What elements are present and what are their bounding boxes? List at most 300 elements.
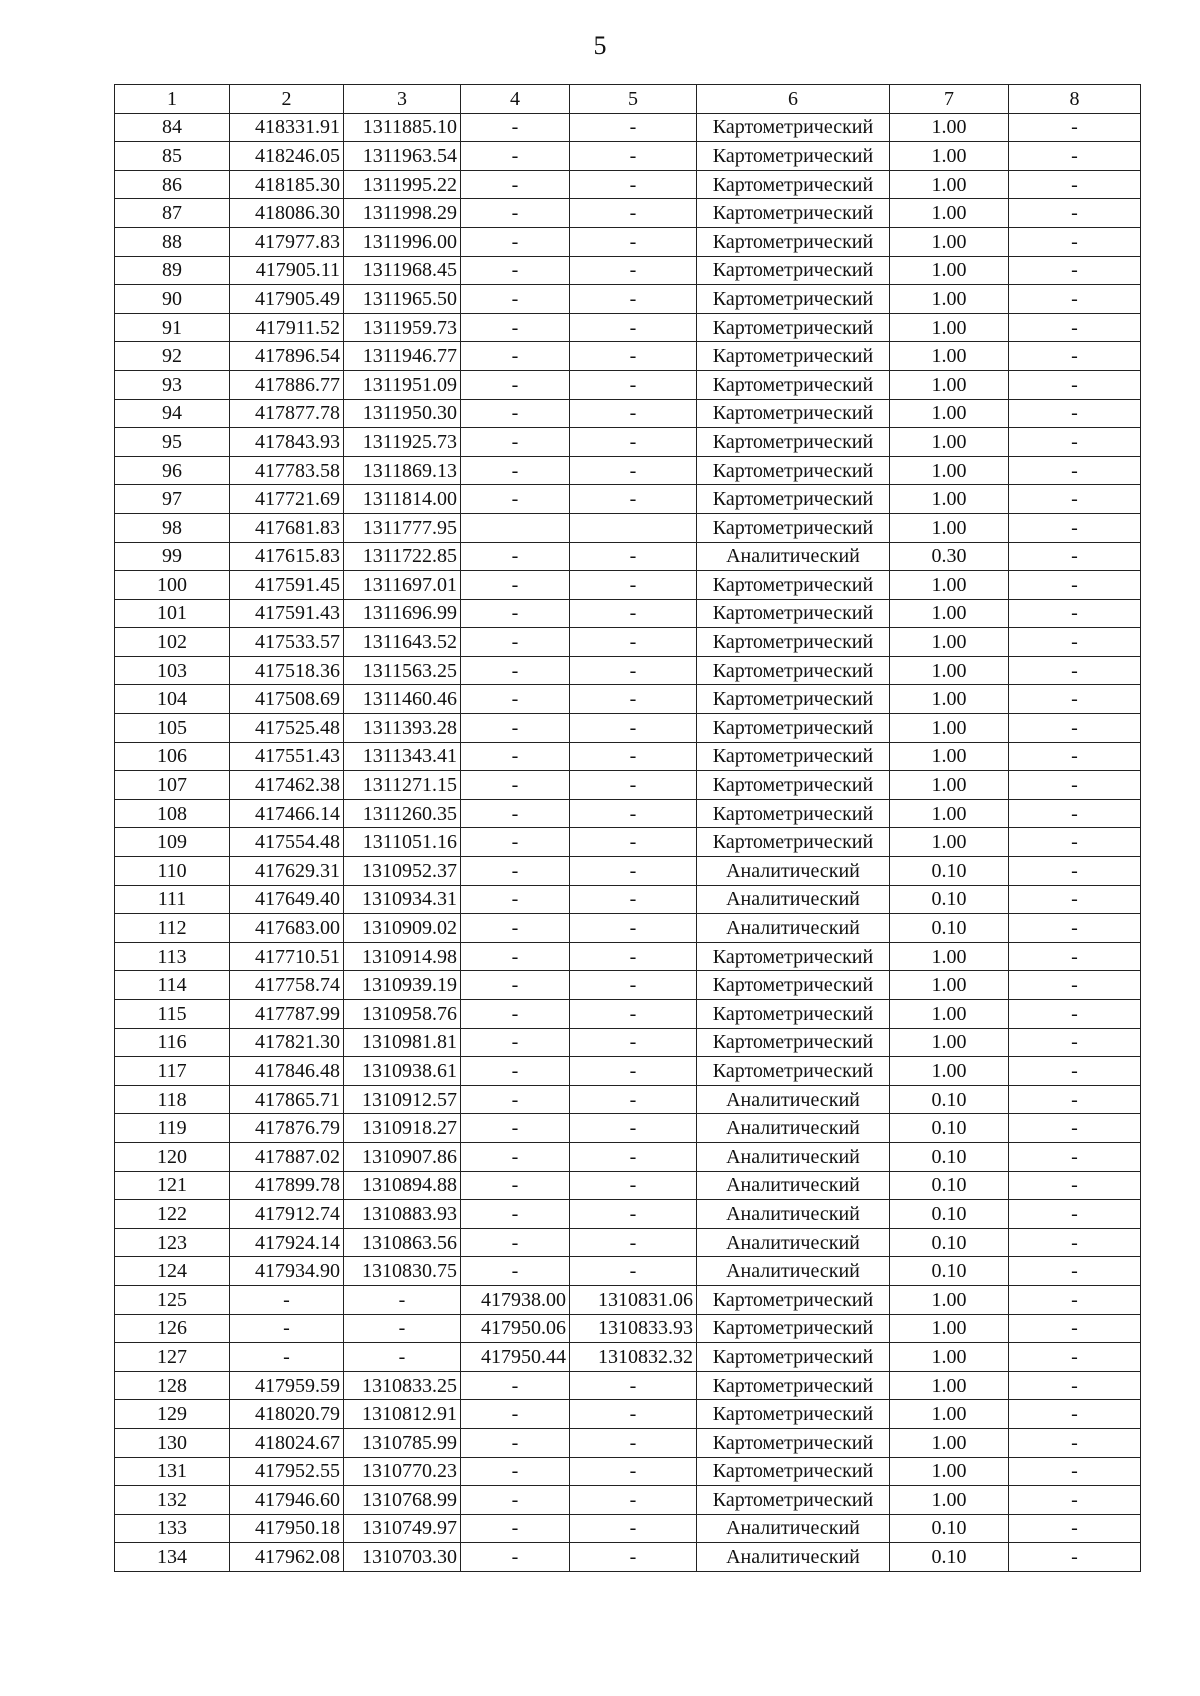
table-row — [115, 628, 1141, 657]
cell-x-coordinate: 418024.67 — [230, 1428, 344, 1457]
cell-y-coordinate-alt: - — [570, 685, 697, 714]
cell-y-coordinate-alt: - — [570, 1228, 697, 1257]
cell-method: Картометрический — [697, 1000, 890, 1029]
cell-accuracy: 0.10 — [890, 857, 1009, 886]
cell-note: - — [1009, 1457, 1141, 1486]
cell-method: Картометрический — [697, 685, 890, 714]
cell-note: - — [1009, 685, 1141, 714]
cell-accuracy: 0.10 — [890, 1514, 1009, 1543]
table-row — [115, 142, 1141, 171]
cell-x-coordinate: 417466.14 — [230, 799, 344, 828]
cell-method: Аналитический — [697, 885, 890, 914]
table-row — [115, 1457, 1141, 1486]
cell-note: - — [1009, 1428, 1141, 1457]
table-row — [115, 285, 1141, 314]
cell-x-coordinate-alt: - — [461, 714, 570, 743]
cell-note: - — [1009, 1400, 1141, 1429]
cell-accuracy: 1.00 — [890, 142, 1009, 171]
cell-y-coordinate: - — [344, 1314, 461, 1343]
cell-accuracy: 0.10 — [890, 1142, 1009, 1171]
table-row — [115, 771, 1141, 800]
cell-method: Картометрический — [697, 456, 890, 485]
cell-x-coordinate: - — [230, 1343, 344, 1372]
cell-y-coordinate-alt: - — [570, 1257, 697, 1286]
table-row — [115, 199, 1141, 228]
cell-x-coordinate-alt: - — [461, 1257, 570, 1286]
cell-accuracy: 1.00 — [890, 1343, 1009, 1372]
cell-note: - — [1009, 370, 1141, 399]
cell-note: - — [1009, 742, 1141, 771]
cell-note: - — [1009, 1057, 1141, 1086]
cell-point-number: 115 — [115, 1000, 230, 1029]
cell-y-coordinate-alt: - — [570, 742, 697, 771]
cell-y-coordinate: 1311963.54 — [344, 142, 461, 171]
table-row — [115, 370, 1141, 399]
cell-method: Картометрический — [697, 1314, 890, 1343]
table-row — [115, 1314, 1141, 1343]
cell-x-coordinate-alt: - — [461, 342, 570, 371]
cell-y-coordinate-alt: - — [570, 1000, 697, 1029]
table-row — [115, 170, 1141, 199]
cell-x-coordinate-alt: - — [461, 1057, 570, 1086]
cell-y-coordinate-alt: - — [570, 113, 697, 142]
cell-point-number: 88 — [115, 227, 230, 256]
cell-note: - — [1009, 1343, 1141, 1372]
cell-x-coordinate: 417905.49 — [230, 285, 344, 314]
cell-y-coordinate: 1311946.77 — [344, 342, 461, 371]
cell-note: - — [1009, 1200, 1141, 1229]
cell-method: Картометрический — [697, 170, 890, 199]
table-row — [115, 599, 1141, 628]
cell-x-coordinate-alt: - — [461, 1228, 570, 1257]
cell-point-number: 104 — [115, 685, 230, 714]
cell-point-number: 134 — [115, 1543, 230, 1572]
cell-y-coordinate-alt: - — [570, 1028, 697, 1057]
cell-accuracy: 1.00 — [890, 971, 1009, 1000]
cell-point-number: 97 — [115, 485, 230, 514]
cell-method: Аналитический — [697, 1514, 890, 1543]
cell-method: Картометрический — [697, 1428, 890, 1457]
cell-y-coordinate-alt: - — [570, 599, 697, 628]
cell-y-coordinate-alt: - — [570, 1200, 697, 1229]
cell-x-coordinate-alt: - — [461, 1085, 570, 1114]
cell-y-coordinate-alt: - — [570, 456, 697, 485]
cell-method: Картометрический — [697, 370, 890, 399]
cell-method: Картометрический — [697, 1486, 890, 1515]
cell-y-coordinate: 1310833.25 — [344, 1371, 461, 1400]
cell-accuracy: 1.00 — [890, 1486, 1009, 1515]
cell-x-coordinate: 417554.48 — [230, 828, 344, 857]
cell-x-coordinate: 417783.58 — [230, 456, 344, 485]
cell-method: Картометрический — [697, 771, 890, 800]
cell-point-number: 93 — [115, 370, 230, 399]
cell-y-coordinate: 1311885.10 — [344, 113, 461, 142]
cell-accuracy: 1.00 — [890, 1371, 1009, 1400]
header-cell-col-6: 6 — [697, 85, 890, 114]
cell-x-coordinate: - — [230, 1314, 344, 1343]
cell-y-coordinate-alt: - — [570, 1543, 697, 1572]
table-row — [115, 1228, 1141, 1257]
cell-accuracy: 1.00 — [890, 571, 1009, 600]
cell-point-number: 111 — [115, 885, 230, 914]
cell-x-coordinate-alt: - — [461, 971, 570, 1000]
cell-y-coordinate: 1310768.99 — [344, 1486, 461, 1515]
cell-point-number: 112 — [115, 914, 230, 943]
table-row — [115, 1114, 1141, 1143]
cell-x-coordinate: 417896.54 — [230, 342, 344, 371]
table-row — [115, 714, 1141, 743]
cell-note: - — [1009, 771, 1141, 800]
cell-method: Картометрический — [697, 485, 890, 514]
cell-x-coordinate-alt: - — [461, 313, 570, 342]
cell-point-number: 87 — [115, 199, 230, 228]
cell-x-coordinate-alt — [461, 513, 570, 542]
cell-note: - — [1009, 342, 1141, 371]
cell-accuracy: 0.10 — [890, 885, 1009, 914]
cell-x-coordinate-alt: - — [461, 542, 570, 571]
cell-x-coordinate: 417758.74 — [230, 971, 344, 1000]
cell-x-coordinate: 417912.74 — [230, 1200, 344, 1229]
cell-x-coordinate-alt: - — [461, 1171, 570, 1200]
cell-accuracy: 1.00 — [890, 342, 1009, 371]
cell-point-number: 122 — [115, 1200, 230, 1229]
cell-accuracy: 1.00 — [890, 285, 1009, 314]
cell-accuracy: 1.00 — [890, 1400, 1009, 1429]
header-cell-col-1: 1 — [115, 85, 230, 114]
cell-point-number: 117 — [115, 1057, 230, 1086]
cell-x-coordinate: 417846.48 — [230, 1057, 344, 1086]
cell-method: Картометрический — [697, 313, 890, 342]
cell-point-number: 119 — [115, 1114, 230, 1143]
cell-point-number: 118 — [115, 1085, 230, 1114]
cell-x-coordinate-alt: - — [461, 170, 570, 199]
cell-note: - — [1009, 1285, 1141, 1314]
header-cell-col-2: 2 — [230, 85, 344, 114]
cell-x-coordinate-alt: - — [461, 685, 570, 714]
cell-x-coordinate: 417525.48 — [230, 714, 344, 743]
cell-note: - — [1009, 428, 1141, 457]
cell-y-coordinate: 1310785.99 — [344, 1428, 461, 1457]
cell-note: - — [1009, 227, 1141, 256]
cell-point-number: 91 — [115, 313, 230, 342]
cell-y-coordinate: 1311995.22 — [344, 170, 461, 199]
cell-x-coordinate-alt: - — [461, 113, 570, 142]
cell-y-coordinate: 1310770.23 — [344, 1457, 461, 1486]
cell-y-coordinate-alt: - — [570, 1428, 697, 1457]
cell-y-coordinate: 1310912.57 — [344, 1085, 461, 1114]
table-row — [115, 971, 1141, 1000]
cell-point-number: 120 — [115, 1142, 230, 1171]
cell-point-number: 102 — [115, 628, 230, 657]
cell-y-coordinate-alt: - — [570, 885, 697, 914]
cell-x-coordinate: 417591.45 — [230, 571, 344, 600]
cell-point-number: 92 — [115, 342, 230, 371]
cell-note: - — [1009, 857, 1141, 886]
table-row — [115, 942, 1141, 971]
table-row — [115, 656, 1141, 685]
table-row — [115, 1171, 1141, 1200]
table-body — [115, 85, 1141, 1572]
cell-method: Картометрический — [697, 399, 890, 428]
cell-x-coordinate-alt: - — [461, 914, 570, 943]
cell-x-coordinate: 417533.57 — [230, 628, 344, 657]
cell-y-coordinate: 1310883.93 — [344, 1200, 461, 1229]
cell-y-coordinate: 1311393.28 — [344, 714, 461, 743]
table-row — [115, 1028, 1141, 1057]
cell-x-coordinate: 417905.11 — [230, 256, 344, 285]
cell-accuracy: 1.00 — [890, 1057, 1009, 1086]
cell-y-coordinate: 1311563.25 — [344, 656, 461, 685]
cell-method: Картометрический — [697, 599, 890, 628]
cell-y-coordinate-alt: - — [570, 285, 697, 314]
cell-x-coordinate-alt: - — [461, 285, 570, 314]
cell-note: - — [1009, 828, 1141, 857]
cell-note: - — [1009, 914, 1141, 943]
cell-y-coordinate: 1311959.73 — [344, 313, 461, 342]
cell-x-coordinate-alt: - — [461, 227, 570, 256]
cell-x-coordinate-alt: - — [461, 142, 570, 171]
cell-x-coordinate: 417615.83 — [230, 542, 344, 571]
cell-x-coordinate-alt: - — [461, 256, 570, 285]
cell-point-number: 129 — [115, 1400, 230, 1429]
cell-y-coordinate: 1311950.30 — [344, 399, 461, 428]
cell-y-coordinate: 1311271.15 — [344, 771, 461, 800]
table-row — [115, 485, 1141, 514]
cell-method: Картометрический — [697, 285, 890, 314]
cell-x-coordinate: 417924.14 — [230, 1228, 344, 1257]
table-row — [115, 1285, 1141, 1314]
table-row — [115, 914, 1141, 943]
cell-x-coordinate: - — [230, 1285, 344, 1314]
table-row — [115, 1000, 1141, 1029]
cell-note: - — [1009, 1514, 1141, 1543]
cell-note: - — [1009, 113, 1141, 142]
cell-y-coordinate: 1310958.76 — [344, 1000, 461, 1029]
cell-accuracy: 1.00 — [890, 942, 1009, 971]
cell-point-number: 100 — [115, 571, 230, 600]
cell-y-coordinate: 1311051.16 — [344, 828, 461, 857]
cell-point-number: 89 — [115, 256, 230, 285]
cell-y-coordinate-alt: - — [570, 971, 697, 1000]
cell-point-number: 113 — [115, 942, 230, 971]
cell-x-coordinate: 418020.79 — [230, 1400, 344, 1429]
cell-method: Картометрический — [697, 342, 890, 371]
cell-point-number: 107 — [115, 771, 230, 800]
cell-y-coordinate-alt: - — [570, 771, 697, 800]
table-row — [115, 685, 1141, 714]
cell-accuracy: 1.00 — [890, 256, 1009, 285]
cell-note: - — [1009, 1486, 1141, 1515]
cell-accuracy: 0.10 — [890, 914, 1009, 943]
cell-method: Картометрический — [697, 199, 890, 228]
cell-method: Картометрический — [697, 1371, 890, 1400]
table-row — [115, 1428, 1141, 1457]
header-cell-col-8: 8 — [1009, 85, 1141, 114]
cell-accuracy: 0.10 — [890, 1543, 1009, 1572]
cell-y-coordinate-alt: - — [570, 170, 697, 199]
cell-x-coordinate-alt: - — [461, 1114, 570, 1143]
cell-method: Картометрический — [697, 942, 890, 971]
cell-y-coordinate: 1310907.86 — [344, 1142, 461, 1171]
cell-method: Картометрический — [697, 656, 890, 685]
cell-y-coordinate-alt: - — [570, 1486, 697, 1515]
cell-accuracy: 1.00 — [890, 170, 1009, 199]
cell-note: - — [1009, 485, 1141, 514]
cell-method: Аналитический — [697, 1171, 890, 1200]
table-row — [115, 1514, 1141, 1543]
cell-method: Картометрический — [697, 571, 890, 600]
cell-note: - — [1009, 971, 1141, 1000]
cell-y-coordinate: 1311777.95 — [344, 513, 461, 542]
cell-y-coordinate-alt: - — [570, 199, 697, 228]
cell-accuracy: 1.00 — [890, 399, 1009, 428]
cell-y-coordinate-alt: - — [570, 1400, 697, 1429]
cell-accuracy: 1.00 — [890, 370, 1009, 399]
cell-method: Картометрический — [697, 1028, 890, 1057]
cell-y-coordinate-alt: - — [570, 799, 697, 828]
cell-y-coordinate-alt: - — [570, 714, 697, 743]
cell-method: Картометрический — [697, 428, 890, 457]
table-row — [115, 1543, 1141, 1572]
cell-x-coordinate: 417551.43 — [230, 742, 344, 771]
cell-note: - — [1009, 256, 1141, 285]
cell-point-number: 123 — [115, 1228, 230, 1257]
cell-point-number: 86 — [115, 170, 230, 199]
cell-y-coordinate-alt: - — [570, 256, 697, 285]
cell-y-coordinate: 1311697.01 — [344, 571, 461, 600]
cell-y-coordinate-alt: - — [570, 1057, 697, 1086]
cell-y-coordinate-alt: - — [570, 370, 697, 399]
cell-accuracy: 1.00 — [890, 1000, 1009, 1029]
cell-y-coordinate-alt: - — [570, 313, 697, 342]
table-row — [115, 799, 1141, 828]
cell-y-coordinate-alt — [570, 513, 697, 542]
cell-y-coordinate-alt: - — [570, 914, 697, 943]
cell-y-coordinate-alt: - — [570, 857, 697, 886]
cell-note: - — [1009, 1543, 1141, 1572]
cell-x-coordinate-alt: 417938.00 — [461, 1285, 570, 1314]
cell-point-number: 94 — [115, 399, 230, 428]
cell-x-coordinate: 418086.30 — [230, 199, 344, 228]
table-row — [115, 1057, 1141, 1086]
cell-x-coordinate: 417952.55 — [230, 1457, 344, 1486]
table-row — [115, 885, 1141, 914]
cell-y-coordinate: 1311814.00 — [344, 485, 461, 514]
cell-x-coordinate-alt: - — [461, 1400, 570, 1429]
cell-x-coordinate: 418185.30 — [230, 170, 344, 199]
cell-x-coordinate-alt: - — [461, 599, 570, 628]
cell-note: - — [1009, 1371, 1141, 1400]
cell-note: - — [1009, 513, 1141, 542]
cell-point-number: 105 — [115, 714, 230, 743]
cell-accuracy: 0.30 — [890, 542, 1009, 571]
cell-accuracy: 1.00 — [890, 113, 1009, 142]
cell-accuracy: 1.00 — [890, 199, 1009, 228]
table-row — [115, 1142, 1141, 1171]
cell-point-number: 106 — [115, 742, 230, 771]
cell-x-coordinate: 417518.36 — [230, 656, 344, 685]
cell-note: - — [1009, 1142, 1141, 1171]
cell-x-coordinate: 417899.78 — [230, 1171, 344, 1200]
cell-method: Аналитический — [697, 857, 890, 886]
cell-x-coordinate-alt: - — [461, 1457, 570, 1486]
cell-note: - — [1009, 285, 1141, 314]
header-cell-col-3: 3 — [344, 85, 461, 114]
cell-x-coordinate: 417950.18 — [230, 1514, 344, 1543]
cell-x-coordinate: 417911.52 — [230, 313, 344, 342]
cell-x-coordinate: 417876.79 — [230, 1114, 344, 1143]
cell-note: - — [1009, 1114, 1141, 1143]
cell-y-coordinate-alt: - — [570, 1457, 697, 1486]
cell-y-coordinate: 1311460.46 — [344, 685, 461, 714]
cell-x-coordinate: 417787.99 — [230, 1000, 344, 1029]
cell-note: - — [1009, 1314, 1141, 1343]
cell-x-coordinate-alt: - — [461, 1200, 570, 1229]
cell-x-coordinate: 417877.78 — [230, 399, 344, 428]
cell-accuracy: 1.00 — [890, 599, 1009, 628]
cell-accuracy: 0.10 — [890, 1114, 1009, 1143]
cell-x-coordinate: 418331.91 — [230, 113, 344, 142]
cell-x-coordinate-alt: - — [461, 199, 570, 228]
cell-y-coordinate: 1311925.73 — [344, 428, 461, 457]
cell-y-coordinate: 1311996.00 — [344, 227, 461, 256]
cell-point-number: 124 — [115, 1257, 230, 1286]
cell-y-coordinate-alt: - — [570, 571, 697, 600]
cell-accuracy: 1.00 — [890, 1314, 1009, 1343]
cell-point-number: 85 — [115, 142, 230, 171]
cell-x-coordinate: 417934.90 — [230, 1257, 344, 1286]
cell-y-coordinate: 1310914.98 — [344, 942, 461, 971]
cell-x-coordinate-alt: - — [461, 1371, 570, 1400]
cell-y-coordinate: 1310703.30 — [344, 1543, 461, 1572]
cell-method: Картометрический — [697, 1285, 890, 1314]
cell-method: Аналитический — [697, 1543, 890, 1572]
cell-y-coordinate: 1311869.13 — [344, 456, 461, 485]
cell-y-coordinate: 1311722.85 — [344, 542, 461, 571]
table-row — [115, 742, 1141, 771]
table-row — [115, 1257, 1141, 1286]
cell-x-coordinate-alt: - — [461, 456, 570, 485]
table-header-row — [115, 85, 1141, 114]
cell-y-coordinate-alt: - — [570, 142, 697, 171]
cell-y-coordinate-alt: - — [570, 1371, 697, 1400]
cell-x-coordinate: 417710.51 — [230, 942, 344, 971]
cell-note: - — [1009, 571, 1141, 600]
cell-y-coordinate: 1311998.29 — [344, 199, 461, 228]
cell-point-number: 126 — [115, 1314, 230, 1343]
cell-y-coordinate-alt: - — [570, 428, 697, 457]
cell-point-number: 131 — [115, 1457, 230, 1486]
cell-note: - — [1009, 656, 1141, 685]
cell-y-coordinate-alt: 1310832.32 — [570, 1343, 697, 1372]
cell-x-coordinate-alt: 417950.06 — [461, 1314, 570, 1343]
cell-note: - — [1009, 142, 1141, 171]
cell-y-coordinate-alt: - — [570, 828, 697, 857]
cell-note: - — [1009, 1228, 1141, 1257]
page-number: 5 — [593, 31, 607, 60]
cell-accuracy: 0.10 — [890, 1171, 1009, 1200]
cell-method: Картометрический — [697, 799, 890, 828]
cell-method: Картометрический — [697, 628, 890, 657]
cell-accuracy: 1.00 — [890, 513, 1009, 542]
cell-point-number: 128 — [115, 1371, 230, 1400]
cell-point-number: 110 — [115, 857, 230, 886]
header-cell-col-7: 7 — [890, 85, 1009, 114]
cell-y-coordinate: 1310863.56 — [344, 1228, 461, 1257]
cell-y-coordinate-alt: - — [570, 628, 697, 657]
cell-method: Картометрический — [697, 256, 890, 285]
cell-point-number: 109 — [115, 828, 230, 857]
